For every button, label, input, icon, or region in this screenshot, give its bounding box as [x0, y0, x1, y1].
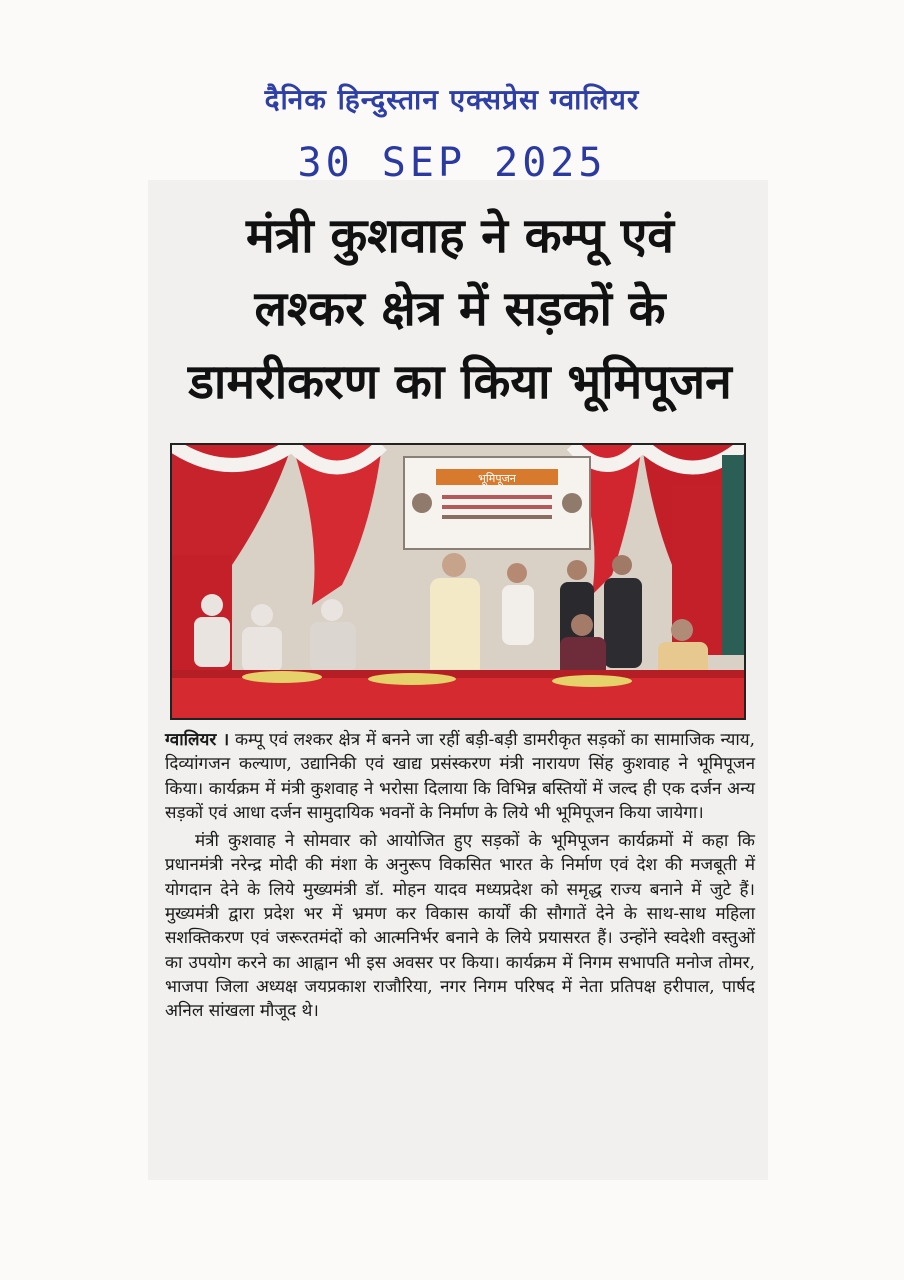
headline-line-3: डामरीकरण का किया भूमिपूजन	[188, 354, 732, 410]
newspaper-name-stamp: दैनिक हिन्दुस्तान एक्सप्रेस ग्वालियर	[264, 83, 640, 116]
event-photo	[170, 443, 746, 720]
headline-line-1: मंत्री कुशवाह ने कम्पू एवं	[246, 208, 674, 264]
paragraph-1-text: कम्पू एवं लश्कर क्षेत्र में बनने जा रहीं बड़ी-बड़ी डामरीकृत सड़कों का सामाजिक न्याय, दिव्यांगजन कल्याण, उद्यानिकी एवं खाद्य प्रसंस्करण मंत्री नारायण सिंह कुशवाह ने भूमिपूजन किया। कार्यक्रम में मंत्री कुशवाह ने भरोसा दिलाया कि विभिन्न बस्तियों में जल्द ही एक दर्जन अन्य सड़कों एवं आधा दर्जन सामुदायिक भवनों के निर्माण के लिये भी भूमिपूजन किया जायेगा।	[165, 730, 755, 823]
article-paragraph-1	[165, 728, 755, 825]
headline-line-2: लश्कर क्षेत्र में सड़कों के	[254, 281, 666, 337]
dateline: ग्वालियर ।	[165, 730, 230, 750]
date-stamp: 30 SEP 2025	[297, 140, 607, 186]
banner-title: भूमिपूजन	[478, 472, 516, 485]
event-photo-illustration	[172, 445, 744, 718]
article-body	[165, 728, 755, 1024]
article-paragraph-2: मंत्री कुशवाह ने सोमवार को आयोजित हुए सड़कों के भूमिपूजन कार्यक्रमों में कहा कि प्रधानमंत्री नरेन्द्र मोदी की मंशा के अनुरूप विकसित भारत के निर्माण एवं देश की मजबूती में योगदान देने के लिये मुख्यमंत्री डॉ. मोहन यादव मध्यप्रदेश को समृद्ध राज्य बनाने में जुटे हैं। मुख्यमंत्री द्वारा प्रदेश भर में भ्रमण कर विकास कार्यों की सौगातें देने के साथ-साथ महिला सशक्तिकरण एवं जरूरतमंदों को आत्मनिर्भर बनाने के लिये प्रयासरत हैं। उन्होंने स्वदेशी वस्तुओं का उपयोग करने का आह्वान भी इस अवसर पर किया। कार्यक्रम में निगम सभापति मनोज तोमर, भाजपा जिला अध्यक्ष जयप्रकाश राजौरिया, नगर निगम परिषद में नेता प्रतिपक्ष हरीपाल, पार्षद अनिल सांखला मौजूद थे।	[165, 831, 755, 1022]
article-headline	[160, 200, 760, 419]
